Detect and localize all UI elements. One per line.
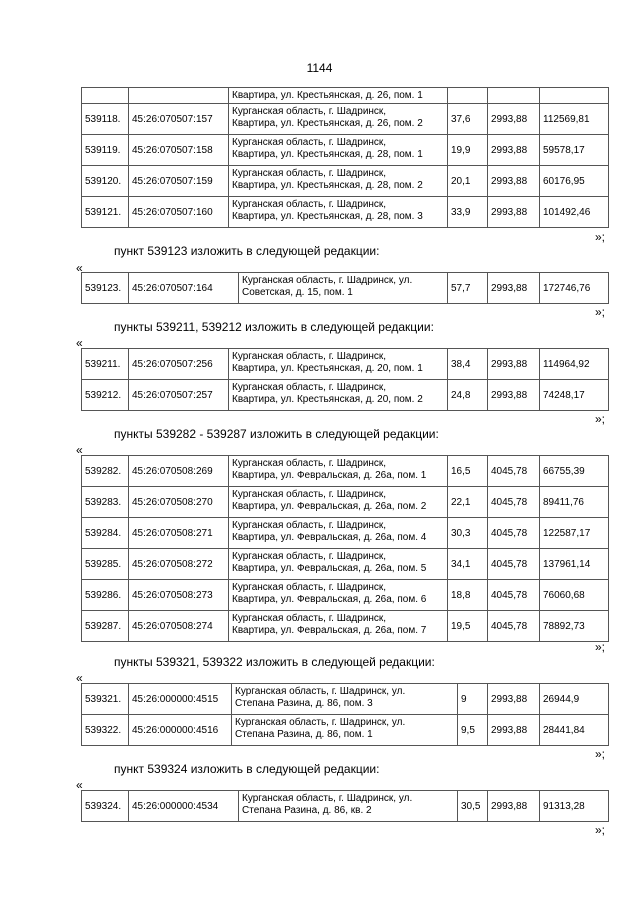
item-number: 539212. <box>82 380 129 411</box>
area-cell: 9,5 <box>458 715 488 746</box>
value-cell: 122587,17 <box>540 518 609 549</box>
address-cell: Курганская область, г. Шадринск, ул. Советская, д. 15, пом. 1 <box>239 273 448 304</box>
section-instruction: пункты 539211, 539212 изложить в следующей редакции: <box>114 320 434 334</box>
address-cell: Курганская область, г. Шадринск, Квартира, ул. Крестьянская, д. 26, пом. 2 <box>229 104 448 135</box>
table-row <box>82 456 609 487</box>
cadastral-number: 45:26:070508:272 <box>129 549 229 580</box>
address-cell: Курганская область, г. Шадринск, Квартира, ул. Февральская, д. 26а, пом. 4 <box>229 518 448 549</box>
rate-cell: 4045,78 <box>488 580 540 611</box>
item-number: 539284. <box>82 518 129 549</box>
rate-cell: 2993,88 <box>488 380 540 411</box>
cadastral-number: 45:26:070508:271 <box>129 518 229 549</box>
value-cell: 26944,9 <box>540 684 609 715</box>
page-number: 1144 <box>306 61 333 75</box>
item-number: 539285. <box>82 549 129 580</box>
area-cell: 16,5 <box>448 456 488 487</box>
table-row <box>82 273 609 304</box>
address-cell: Курганская область, г. Шадринск, ул. Степана Разина, д. 86, пом. 1 <box>232 715 458 746</box>
table-row <box>82 549 609 580</box>
section-table <box>81 790 609 822</box>
address-cell: Курганская область, г. Шадринск, Квартира, ул. Февральская, д. 26а, пом. 6 <box>229 580 448 611</box>
address-cell: Курганская область, г. Шадринск, ул. Степана Разина, д. 86, пом. 3 <box>232 684 458 715</box>
value-cell: 74248,17 <box>540 380 609 411</box>
section-instruction: пункт 539324 изложить в следующей редакции: <box>114 762 380 776</box>
area-cell: 22,1 <box>448 487 488 518</box>
open-quote: « <box>76 671 83 685</box>
value-cell: 59578,17 <box>540 135 609 166</box>
table-row <box>82 349 609 380</box>
section-instruction: пункты 539321, 539322 изложить в следующей редакции: <box>114 655 435 669</box>
address-cell: Курганская область, г. Шадринск, Квартира, ул. Крестьянская, д. 20, пом. 2 <box>229 380 448 411</box>
area-cell: 24,8 <box>448 380 488 411</box>
area-cell: 38,4 <box>448 349 488 380</box>
item-number: 539283. <box>82 487 129 518</box>
section-instruction: пункт 539123 изложить в следующей редакции: <box>114 244 380 258</box>
rate-cell: 2993,88 <box>488 715 540 746</box>
area-cell: 20,1 <box>448 166 488 197</box>
rate-cell: 2993,88 <box>488 273 540 304</box>
rate-cell: 4045,78 <box>488 518 540 549</box>
rate-cell: 2993,88 <box>488 349 540 380</box>
address-cell: Курганская область, г. Шадринск, Квартира, ул. Крестьянская, д. 28, пом. 1 <box>229 135 448 166</box>
cadastral-number: 45:26:000000:4516 <box>129 715 232 746</box>
item-number: 539123. <box>82 273 129 304</box>
rate-cell: 2993,88 <box>488 135 540 166</box>
rate-cell: 2993,88 <box>488 104 540 135</box>
rate-cell: 2993,88 <box>488 684 540 715</box>
area-cell: 30,5 <box>458 791 488 822</box>
cadastral-number: 45:26:000000:4515 <box>129 684 232 715</box>
close-quote: »; <box>595 230 606 244</box>
table-row <box>82 104 609 135</box>
rate-cell: 4045,78 <box>488 549 540 580</box>
section-table <box>81 455 609 642</box>
address-cell: Квартира, ул. Крестьянская, д. 26, пом. 1 <box>229 88 448 104</box>
table-row <box>82 580 609 611</box>
close-quote: »; <box>595 823 606 837</box>
item-number: 539286. <box>82 580 129 611</box>
area-cell: 18,8 <box>448 580 488 611</box>
cadastral-number: 45:26:070508:273 <box>129 580 229 611</box>
value-cell: 60176,95 <box>540 166 609 197</box>
value-cell: 137961,14 <box>540 549 609 580</box>
rate-cell: 2993,88 <box>488 791 540 822</box>
table-row <box>82 380 609 411</box>
area-cell: 19,9 <box>448 135 488 166</box>
rate-cell: 4045,78 <box>488 487 540 518</box>
item-number: 539119. <box>82 135 129 166</box>
address-cell: Курганская область, г. Шадринск, Квартира, ул. Февральская, д. 26а, пом. 1 <box>229 456 448 487</box>
open-quote: « <box>76 336 83 350</box>
section-instruction: пункты 539282 - 539287 изложить в следующей редакции: <box>114 427 439 441</box>
item-number: 539322. <box>82 715 129 746</box>
address-cell: Курганская область, г. Шадринск, Квартира, ул. Февральская, д. 26а, пом. 2 <box>229 487 448 518</box>
item-number: 539211. <box>82 349 129 380</box>
rate-cell: 4045,78 <box>488 456 540 487</box>
address-cell: Курганская область, г. Шадринск, Квартира, ул. Февральская, д. 26а, пом. 7 <box>229 611 448 642</box>
cadastral-number: 45:26:070507:158 <box>129 135 229 166</box>
section-table <box>81 348 609 411</box>
area-cell: 37,6 <box>448 104 488 135</box>
address-cell: Курганская область, г. Шадринск, Квартира, ул. Крестьянская, д. 28, пом. 3 <box>229 197 448 228</box>
close-quote: »; <box>595 640 606 654</box>
cadastral-number: 45:26:070507:257 <box>129 380 229 411</box>
close-quote: »; <box>595 747 606 761</box>
cadastral-number: 45:26:070507:157 <box>129 104 229 135</box>
table-row <box>82 518 609 549</box>
area-cell: 30,3 <box>448 518 488 549</box>
table-row <box>82 791 609 822</box>
value-cell: 101492,46 <box>540 197 609 228</box>
cadastral-number: 45:26:070508:269 <box>129 456 229 487</box>
open-quote: « <box>76 261 83 275</box>
address-cell: Курганская область, г. Шадринск, ул. Степана Разина, д. 86, кв. 2 <box>239 791 458 822</box>
section-table <box>81 683 609 746</box>
area-cell: 19,5 <box>448 611 488 642</box>
table-row <box>82 715 609 746</box>
area-cell: 33,9 <box>448 197 488 228</box>
rate-cell: 4045,78 <box>488 611 540 642</box>
value-cell: 172746,76 <box>540 273 609 304</box>
cadastral-number: 45:26:070507:160 <box>129 197 229 228</box>
table-row <box>82 135 609 166</box>
cadastral-number: 45:26:070508:270 <box>129 487 229 518</box>
cadastral-number: 45:26:000000:4534 <box>129 791 239 822</box>
cadastral-number: 45:26:070508:274 <box>129 611 229 642</box>
value-cell: 66755,39 <box>540 456 609 487</box>
open-quote: « <box>76 778 83 792</box>
close-quote: »; <box>595 412 606 426</box>
item-number: 539287. <box>82 611 129 642</box>
top-table <box>81 87 609 228</box>
cadastral-number: 45:26:070507:164 <box>129 273 239 304</box>
cadastral-number: 45:26:070507:256 <box>129 349 229 380</box>
address-cell: Курганская область, г. Шадринск, Квартира, ул. Февральская, д. 26а, пом. 5 <box>229 549 448 580</box>
rate-cell: 2993,88 <box>488 166 540 197</box>
cadastral-number: 45:26:070507:159 <box>129 166 229 197</box>
value-cell: 28441,84 <box>540 715 609 746</box>
close-quote: »; <box>595 305 606 319</box>
section-table <box>81 272 609 304</box>
area-cell: 57,7 <box>448 273 488 304</box>
item-number: 539121. <box>82 197 129 228</box>
table-row <box>82 166 609 197</box>
item-number: 539324. <box>82 791 129 822</box>
value-cell: 78892,73 <box>540 611 609 642</box>
address-cell: Курганская область, г. Шадринск, Квартира, ул. Крестьянская, д. 20, пом. 1 <box>229 349 448 380</box>
table-row <box>82 487 609 518</box>
value-cell: 112569,81 <box>540 104 609 135</box>
value-cell: 89411,76 <box>540 487 609 518</box>
value-cell: 76060,68 <box>540 580 609 611</box>
table-row <box>82 684 609 715</box>
value-cell: 114964,92 <box>540 349 609 380</box>
item-number: 539321. <box>82 684 129 715</box>
item-number: 539118. <box>82 104 129 135</box>
item-number: 539120. <box>82 166 129 197</box>
item-number: 539282. <box>82 456 129 487</box>
area-cell: 34,1 <box>448 549 488 580</box>
value-cell: 91313,28 <box>540 791 609 822</box>
area-cell: 9 <box>458 684 488 715</box>
table-row-continued <box>82 88 609 104</box>
address-cell: Курганская область, г. Шадринск, Квартира, ул. Крестьянская, д. 28, пом. 2 <box>229 166 448 197</box>
rate-cell: 2993,88 <box>488 197 540 228</box>
table-row <box>82 611 609 642</box>
open-quote: « <box>76 443 83 457</box>
table-row <box>82 197 609 228</box>
